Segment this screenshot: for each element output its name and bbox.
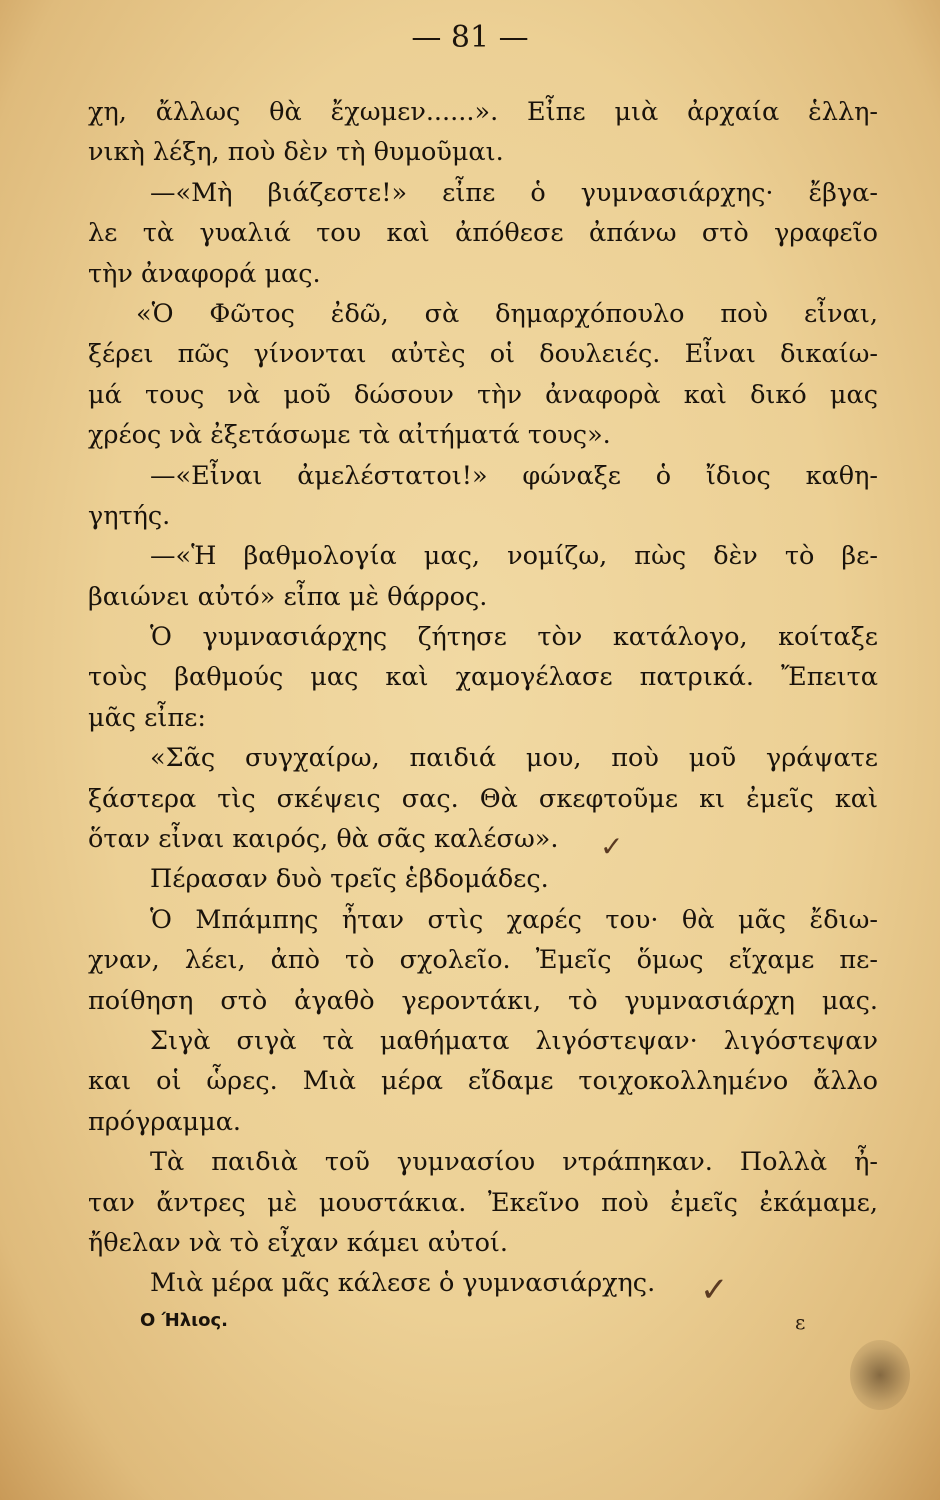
text-line: —«Εἶναι ἀμελέστατοι!» φώναξε ὁ ἴδιος καθη- <box>150 460 878 491</box>
text-line: τοὺς βαθμούς μας καὶ χαμογέλασε πατρικά. Ἔπειτα <box>88 662 878 693</box>
signature-letter: ε <box>795 1310 806 1334</box>
text-line: βαιώνει αὐτό» εἶπα μὲ θάρρος. <box>88 581 488 612</box>
text-line: χη, ἄλλως θὰ ἔχωμεν......». Εἶπε μιὰ ἀρχαία ἑλλη- <box>88 97 878 127</box>
text-line: και οἱ ὧρες. Μιὰ μέρα εἴδαμε τοιχοκολλημένο ἄλλο <box>88 1066 878 1097</box>
body-text <box>88 92 878 1304</box>
text-line: χναν, λέει, ἀπὸ τὸ σχολεῖο. Ἐμεῖς ὅμως εἴχαμε πε- <box>88 945 878 976</box>
text-line: —«Ἡ βαθμολογία μας, νομίζω, πὼς δὲν τὸ βε- <box>150 541 878 572</box>
pencil-check-mark: ✓ <box>600 830 624 863</box>
text-line: Μιὰ μέρα μᾶς κάλεσε ὁ γυμνασιάρχης. <box>150 1268 656 1299</box>
text-line: Ὁ Μπάμπης ἦταν στὶς χαρές του· θὰ μᾶς ἔδιω- <box>150 904 878 935</box>
footer-signature-mark: Ο Ήλιος. <box>140 1310 229 1331</box>
text-line: πρόγραμμα. <box>88 1106 242 1137</box>
text-line: γητής. <box>88 500 171 531</box>
text-line: ὅταν εἶναι καιρός, θὰ σᾶς καλέσω». <box>88 824 559 855</box>
text-line: χρέος νὰ ἐξετάσωμε τὰ αἰτήματά τους». <box>88 420 611 451</box>
text-line: Πέρασαν δυὸ τρεῖς ἑβδομάδες. <box>150 864 549 895</box>
text-line: «Ὁ Φῶτος ἐδῶ, σὰ δημαρχόπουλο ποὺ εἶναι, <box>136 298 878 329</box>
text-line: —«Μὴ βιάζεστε!» εἶπε ὁ γυμνασιάρχης· ἔβγα- <box>150 177 878 208</box>
text-line: τὴν ἀναφορά μας. <box>88 258 321 289</box>
text-line: ξέρει πῶς γίνονται αὐτὲς οἱ δουλειές. Εἶναι δικαίω- <box>88 339 878 370</box>
text-line: ποίθηση στὸ ἀγαθὸ γεροντάκι, τὸ γυμνασιάρχη μας. <box>88 985 878 1016</box>
text-line: ξάστερα τὶς σκέψεις σας. Θὰ σκεφτοῦμε κι ἐμεῖς καὶ <box>88 783 878 814</box>
text-line: ἤθελαν νὰ τὸ εἶχαν κάμει αὐτοί. <box>88 1227 509 1258</box>
text-line: Τὰ παιδιὰ τοῦ γυμνασίου ντράπηκαν. Πολλὰ ἦ- <box>150 1147 878 1178</box>
page-number: — 81 — <box>411 20 529 55</box>
text-line: λε τὰ γυαλιά του καὶ ἀπόθεσε ἀπάνω στὸ γραφεῖο <box>88 218 878 249</box>
text-line: Ὁ γυμνασιάρχης ζήτησε τὸν κατάλογο, κοίταξε <box>150 622 878 653</box>
text-line: μά τους νὰ μοῦ δώσουν τὴν ἀναφορὰ καὶ δικό μας <box>88 379 878 410</box>
ink-stain <box>850 1340 910 1410</box>
text-line: Σιγὰ σιγὰ τὰ μαθήματα λιγόστεψαν· λιγόστεψαν <box>150 1025 878 1056</box>
text-line: μᾶς εἶπε: <box>88 702 206 733</box>
text-line: νικὴ λέξη, ποὺ δὲν τὴ θυμοῦμαι. <box>88 137 504 168</box>
text-line: «Σᾶς συγχαίρω, παιδιά μου, ποὺ μοῦ γράψατε <box>150 743 878 774</box>
text-line: ταν ἄντρες μὲ μουστάκια. Ἐκεῖνο ποὺ ἐμεῖς ἐκάμαμε, <box>88 1187 878 1218</box>
pencil-check-mark: ✓ <box>700 1270 729 1310</box>
